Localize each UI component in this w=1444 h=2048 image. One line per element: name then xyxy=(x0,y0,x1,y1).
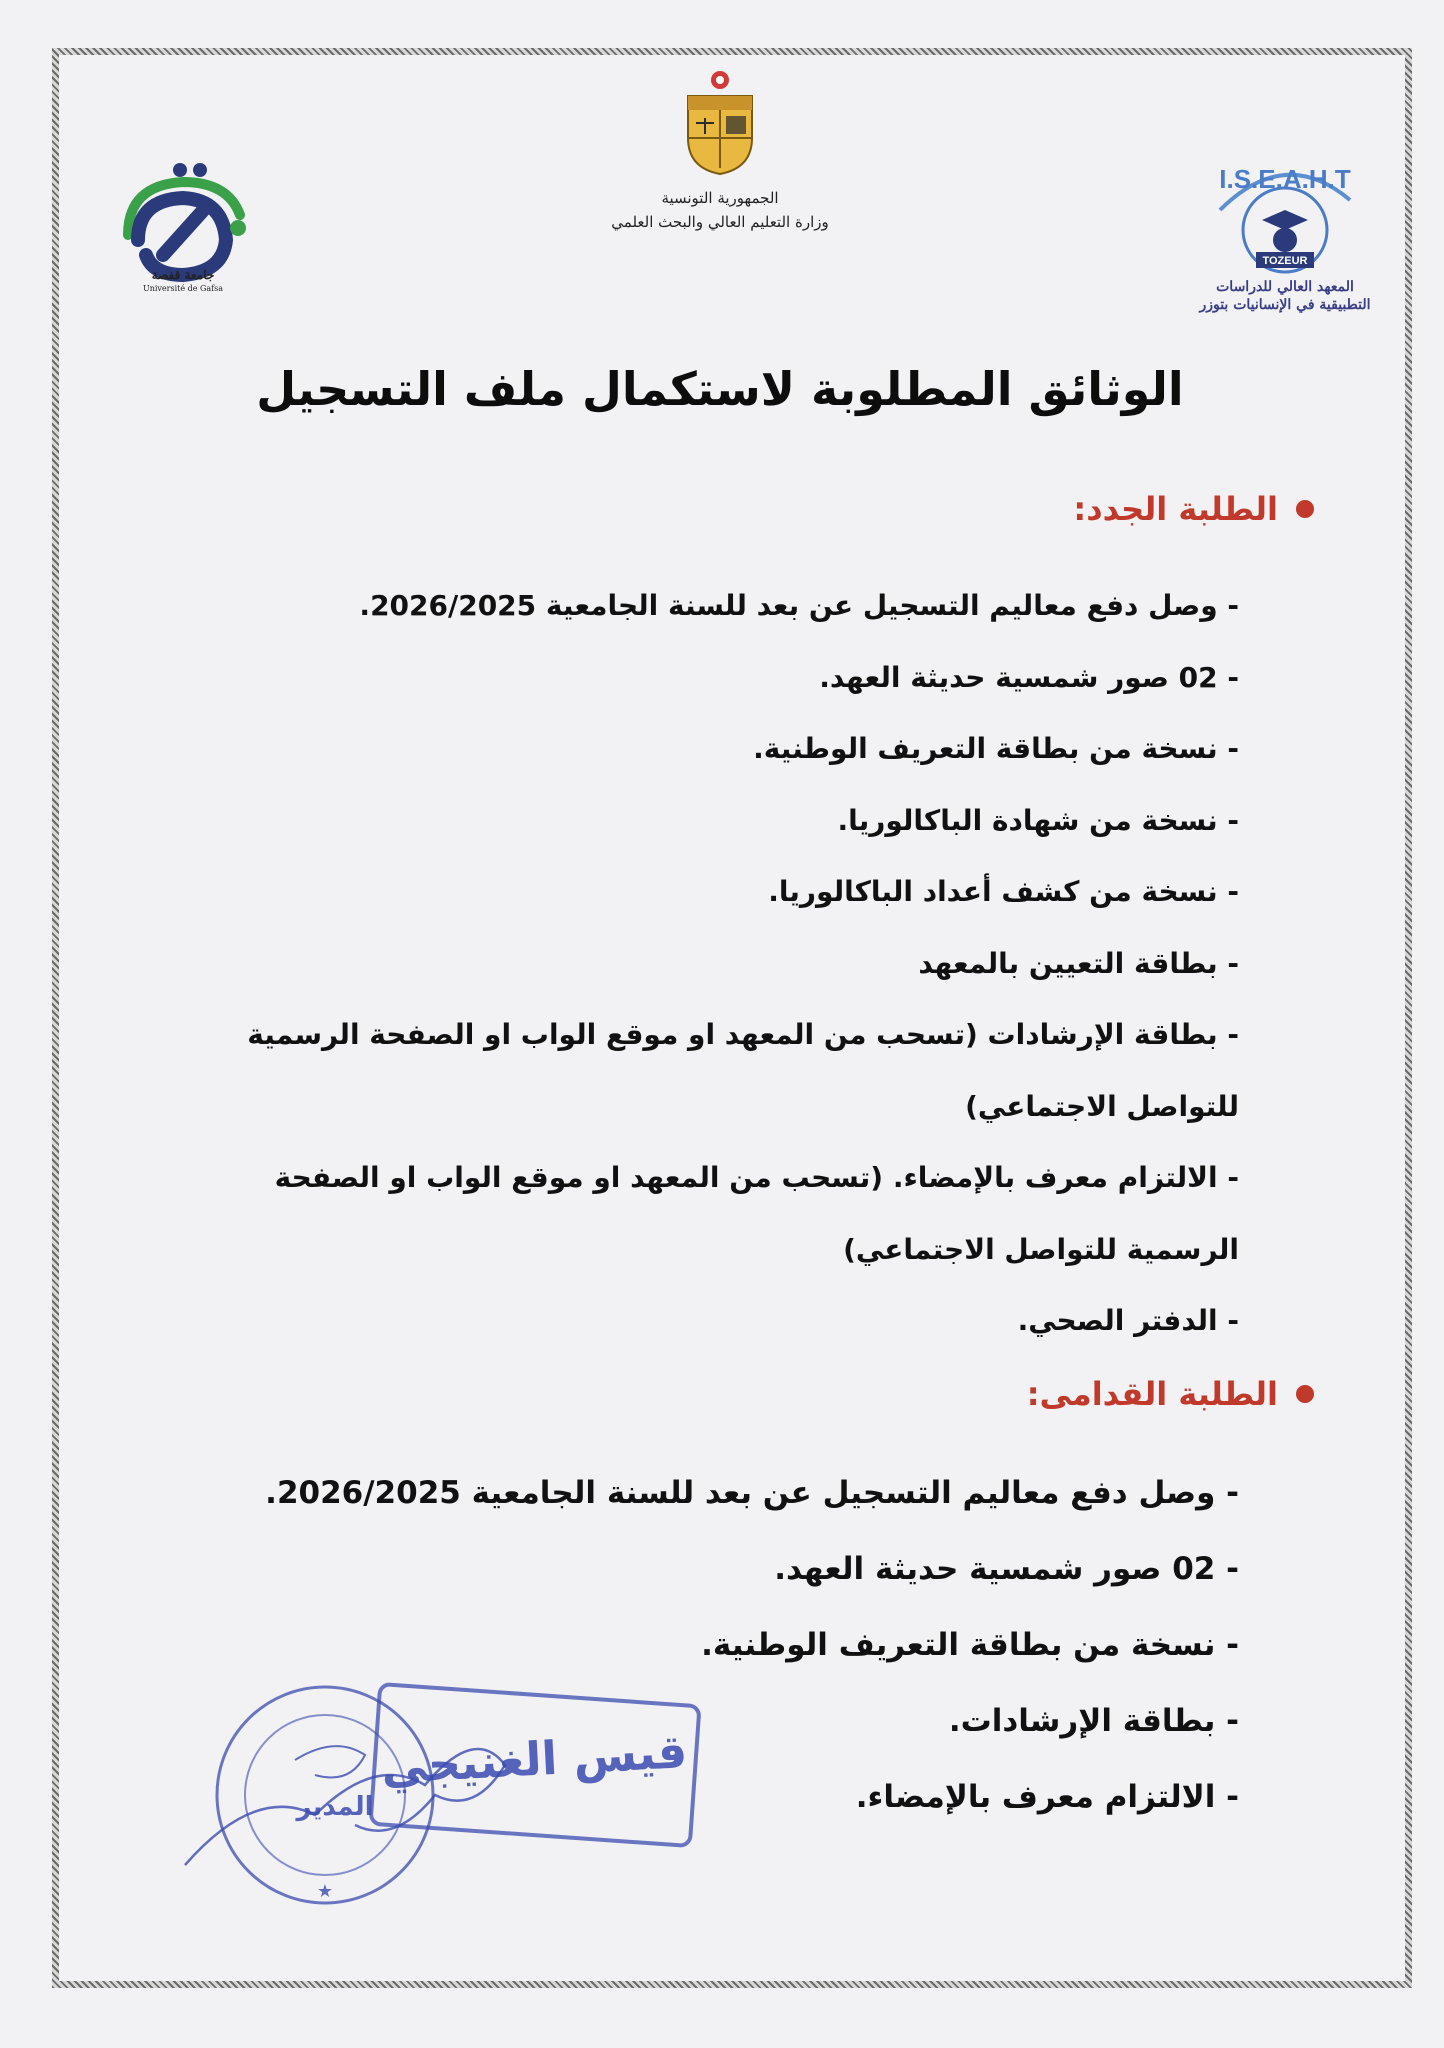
list-item: - بطاقة الإرشادات (تسحب من المعهد او موقع الواب او الصفحة الرسمية للتواصل الاجتماعي) xyxy=(247,1018,1239,1123)
list-item: - بطاقة التعيين بالمعهد xyxy=(918,946,1239,980)
coat-of-arms-emblem xyxy=(670,68,770,178)
ministry-header xyxy=(560,186,880,234)
section-heading-new-students: الطلبة الجدد: xyxy=(1073,490,1314,528)
page-title: الوثائق المطلوبة لاستكمال ملف التسجيل xyxy=(256,362,1184,416)
bullet-icon xyxy=(1296,1385,1314,1403)
list-item: - بطاقة الإرشادات. xyxy=(948,1703,1239,1739)
list-item: - وصل دفع معاليم التسجيل عن بعد للسنة الجامعية 2026/2025. xyxy=(359,589,1239,622)
list-item: - وصل دفع معاليم التسجيل عن بعد للسنة الجامعية 2026/2025. xyxy=(265,1475,1239,1511)
bullet-icon xyxy=(1296,500,1314,518)
institute-city: TOZEUR xyxy=(1262,255,1308,267)
list-item: - نسخة من كشف أعداد الباكالوريا. xyxy=(768,875,1239,908)
list-item: - نسخة من بطاقة التعريف الوطنية. xyxy=(753,732,1239,765)
university-label: جامعة قفصة Université de Gafsa xyxy=(142,268,224,293)
list-item: - الالتزام معرف بالإمضاء. (تسحب من المعهد او موقع الواب او الصفحة الرسمية للتواصل الاجتماعي) xyxy=(274,1161,1239,1266)
ministry-name: وزارة التعليم العالي والبحث العلمي xyxy=(611,213,829,231)
new-students-list xyxy=(239,570,1239,1357)
country-name: الجمهورية التونسية xyxy=(661,189,779,207)
institute-abbr: I.S.E.A.H.T xyxy=(1219,164,1351,194)
list-item: - الالتزام معرف بالإمضاء. xyxy=(855,1779,1239,1815)
list-item: - الدفتر الصحي. xyxy=(1017,1304,1239,1337)
stamp-name: قيس الغنيجي xyxy=(379,1724,689,1794)
director-stamp xyxy=(175,1665,720,1915)
list-item: - 02 صور شمسية حديثة العهد. xyxy=(774,1551,1239,1587)
list-item: - 02 صور شمسية حديثة العهد. xyxy=(819,660,1239,694)
list-item: - نسخة من شهادة الباكالوريا. xyxy=(837,803,1239,837)
section-heading-returning-students: الطلبة القدامى: xyxy=(1027,1375,1314,1413)
stamp-role: المدير xyxy=(296,1792,374,1822)
institute-label: المعهد العالي للدراسات التطبيقية في الإنسانيات بتوزر xyxy=(1199,279,1371,313)
svg-text:★: ★ xyxy=(316,1881,334,1902)
list-item: - نسخة من بطاقة التعريف الوطنية. xyxy=(701,1627,1239,1663)
